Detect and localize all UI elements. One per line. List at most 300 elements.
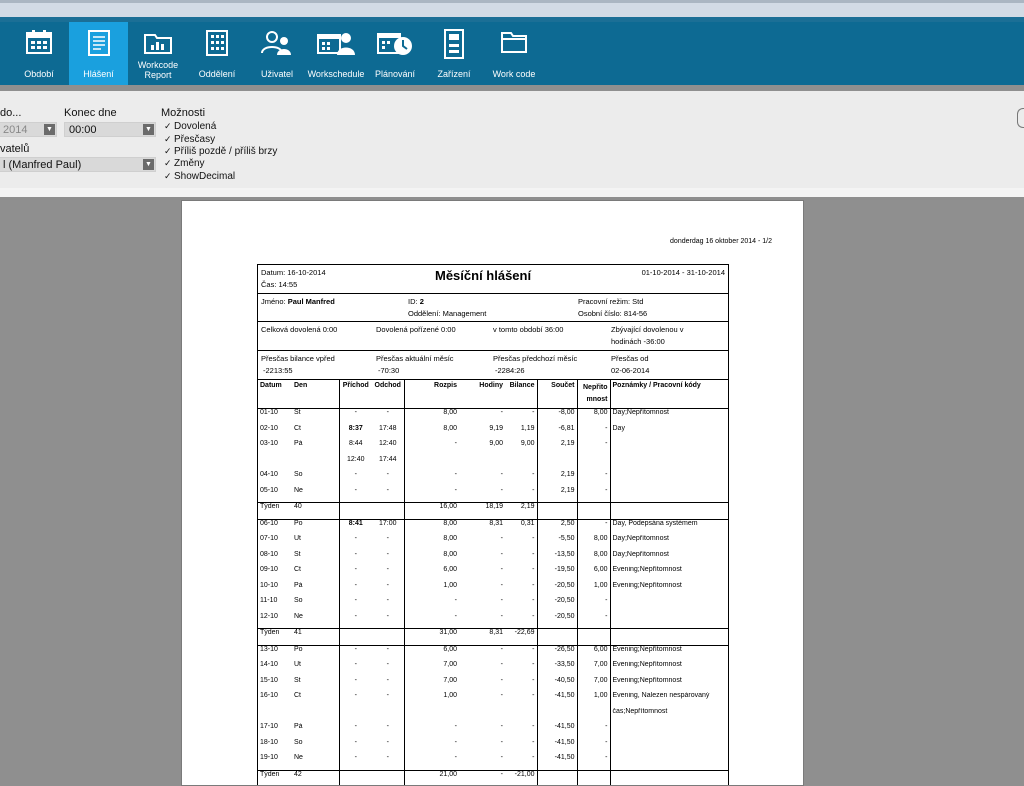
table-cell: - bbox=[500, 692, 503, 699]
table-row bbox=[258, 551, 728, 567]
table-cell: - bbox=[372, 487, 404, 503]
nav-oddeleni[interactable] bbox=[188, 22, 246, 85]
table-cell: 03-10 bbox=[260, 440, 278, 447]
table-cell: - bbox=[372, 535, 404, 551]
table-cell: - bbox=[354, 754, 357, 761]
table-cell bbox=[577, 708, 610, 724]
table-cell: 09-10 bbox=[260, 566, 278, 573]
table-cell: - bbox=[500, 566, 503, 573]
table-cell: 07-10 bbox=[260, 535, 278, 542]
table-cell bbox=[292, 456, 339, 472]
table-cell: 6,00 bbox=[577, 566, 610, 582]
table-cell: 8,00 bbox=[443, 519, 457, 527]
table-cell bbox=[537, 503, 577, 520]
table-cell: - bbox=[505, 535, 537, 551]
table-cell: 13-10 bbox=[260, 645, 278, 653]
table-cell: Týden bbox=[258, 629, 292, 646]
table-cell: St bbox=[292, 409, 339, 425]
table-cell: 04-10 bbox=[260, 471, 278, 478]
table-cell: 6,00 bbox=[577, 645, 610, 661]
planning-icon bbox=[376, 29, 414, 57]
nav-workschedule[interactable] bbox=[307, 22, 365, 85]
table-row bbox=[258, 440, 728, 456]
table-cell bbox=[577, 456, 610, 472]
device-icon bbox=[443, 29, 465, 59]
report-options-panel bbox=[0, 91, 1024, 188]
overtime-current: -70:30 bbox=[378, 366, 400, 375]
table-cell: - bbox=[505, 692, 537, 708]
table-cell: - bbox=[505, 613, 537, 629]
start-label: do... bbox=[0, 107, 22, 119]
table-cell: Po bbox=[292, 519, 339, 535]
table-cell: 7,00 bbox=[443, 676, 457, 684]
table-cell: - bbox=[354, 676, 357, 684]
table-cell: - bbox=[454, 738, 457, 746]
table-row bbox=[258, 597, 728, 613]
table-cell: - bbox=[354, 645, 357, 653]
table-cell: - bbox=[372, 754, 404, 770]
table-cell: -26,50 bbox=[537, 645, 577, 661]
employee-id: ID: 2 bbox=[408, 297, 424, 306]
table-row bbox=[258, 613, 728, 629]
table-row bbox=[258, 645, 728, 661]
table-cell: - bbox=[500, 597, 503, 604]
table-cell: - bbox=[372, 597, 404, 613]
nav-hlaseni[interactable] bbox=[69, 22, 128, 85]
table-cell: Day;Nepřítomnost bbox=[612, 409, 669, 416]
table-cell: - bbox=[577, 471, 610, 487]
table-cell: Day bbox=[612, 424, 625, 432]
table-cell bbox=[610, 487, 728, 503]
table-cell: - bbox=[372, 471, 404, 487]
table-cell: - bbox=[372, 677, 404, 693]
overtime-current-label: Přesčas aktuální měsíc bbox=[376, 354, 454, 363]
table-cell: 2,50 bbox=[537, 519, 577, 535]
nav-planovani[interactable] bbox=[366, 22, 424, 85]
table-cell: Čt bbox=[292, 692, 339, 708]
table-cell bbox=[459, 708, 505, 724]
table-cell: - bbox=[372, 613, 404, 629]
table-cell: - bbox=[500, 409, 503, 416]
table-cell: 8,00 bbox=[443, 409, 457, 416]
table-row bbox=[258, 661, 728, 677]
table-cell: - bbox=[372, 582, 404, 598]
table-cell bbox=[577, 770, 610, 786]
nav-label: Plánování bbox=[374, 69, 416, 79]
table-cell: Pá bbox=[292, 440, 339, 456]
table-cell: - bbox=[500, 754, 503, 761]
table-cell: - bbox=[500, 645, 503, 653]
table-cell: -13,50 bbox=[537, 551, 577, 567]
table-cell: 8:44 bbox=[348, 440, 363, 447]
table-cell: 42 bbox=[292, 770, 339, 786]
table-cell: 9,19 bbox=[489, 424, 503, 432]
table-cell: 12-10 bbox=[260, 612, 278, 620]
overtime-balance-label: Přesčas bilance vpřed bbox=[261, 354, 335, 363]
table-cell: - bbox=[372, 409, 404, 425]
week-summary-row bbox=[258, 629, 728, 646]
nav-label: Workschedule bbox=[307, 69, 365, 79]
table-cell: - bbox=[454, 612, 457, 620]
table-cell: - bbox=[372, 551, 404, 567]
table-row bbox=[258, 409, 728, 425]
table-cell bbox=[610, 739, 728, 755]
col-header: Odchod bbox=[372, 380, 404, 409]
table-cell: 31,00 bbox=[404, 629, 459, 646]
nav-obdobi[interactable] bbox=[10, 22, 68, 85]
table-cell: - bbox=[577, 739, 610, 755]
table-cell: -20,50 bbox=[537, 582, 577, 598]
calendar-icon bbox=[25, 29, 53, 55]
table-cell: 12:40 bbox=[346, 455, 365, 463]
table-cell: 0,31 bbox=[505, 519, 537, 535]
table-cell bbox=[537, 708, 577, 724]
nav-label: Zařízení bbox=[437, 69, 471, 79]
table-cell: Čt bbox=[292, 566, 339, 582]
table-cell: - bbox=[354, 471, 357, 478]
table-cell: Po bbox=[292, 645, 339, 661]
table-cell: - bbox=[577, 440, 610, 456]
options-label: Možnosti bbox=[161, 107, 206, 119]
table-cell: Čt bbox=[292, 425, 339, 441]
table-cell: - bbox=[500, 535, 503, 542]
option-prescasy[interactable]: ✓ Přesčasy bbox=[164, 134, 216, 145]
table-cell: 8,00 bbox=[577, 535, 610, 551]
table-cell bbox=[577, 503, 610, 520]
col-header: Součet bbox=[537, 380, 577, 409]
table-cell: 17-10 bbox=[260, 723, 278, 730]
total-vacation: Celková dovolená 0:00 bbox=[261, 325, 338, 334]
table-cell: Ne bbox=[292, 754, 339, 770]
nav-uzivatel[interactable] bbox=[248, 22, 306, 85]
employee-info bbox=[258, 294, 728, 322]
table-cell bbox=[537, 629, 577, 646]
table-cell: Ne bbox=[292, 487, 339, 503]
checkmark-icon: ✓ bbox=[164, 146, 172, 156]
table-cell: Evening, Nalezen nespárovaný bbox=[612, 692, 710, 699]
week-summary-row bbox=[258, 770, 728, 786]
table-cell: 16,00 bbox=[404, 503, 459, 520]
personal-number: Osobní číslo: 814-56 bbox=[578, 309, 648, 318]
table-row bbox=[258, 471, 728, 487]
table-cell bbox=[292, 708, 339, 724]
checkmark-icon: ✓ bbox=[164, 134, 172, 144]
table-cell: 17:44 bbox=[372, 456, 404, 472]
table-cell: - bbox=[577, 723, 610, 739]
week-summary-row bbox=[258, 503, 728, 520]
vacation-info bbox=[258, 322, 728, 351]
table-cell bbox=[372, 770, 404, 786]
table-cell: - bbox=[505, 677, 537, 693]
table-cell: Út bbox=[292, 661, 339, 677]
overtime-since-label: Přesčas od bbox=[611, 354, 649, 363]
table-cell: 8,00 bbox=[443, 424, 457, 432]
table-cell bbox=[610, 456, 728, 472]
table-cell: 8,00 bbox=[443, 535, 457, 542]
table-cell: -20,50 bbox=[537, 597, 577, 613]
table-cell: - bbox=[505, 551, 537, 567]
table-cell: Evening;Nepřítomnost bbox=[612, 581, 682, 589]
table-cell: 9,00 bbox=[505, 440, 537, 456]
chevron-down-icon: ▼ bbox=[44, 124, 55, 135]
table-cell: - bbox=[354, 566, 357, 573]
checkmark-icon: ✓ bbox=[164, 158, 172, 168]
table-cell: - bbox=[354, 738, 357, 746]
table-cell: 12:40 bbox=[372, 440, 404, 456]
overtime-previous: -2284:26 bbox=[495, 366, 525, 375]
table-cell: - bbox=[454, 723, 457, 730]
table-cell: - bbox=[372, 566, 404, 582]
table-cell bbox=[537, 456, 577, 472]
table-cell: Evening;Nepřítomnost bbox=[612, 566, 682, 573]
table-cell: Út bbox=[292, 535, 339, 551]
table-cell: 1,00 bbox=[577, 692, 610, 708]
table-cell bbox=[404, 456, 459, 472]
table-cell: Pá bbox=[292, 723, 339, 739]
main-toolbar bbox=[0, 22, 1024, 85]
table-cell: 05-10 bbox=[260, 486, 278, 494]
table-cell: 40 bbox=[292, 503, 339, 520]
checkmark-icon: ✓ bbox=[164, 121, 172, 131]
page-stamp: donderdag 16 oktober 2014 - 1/2 bbox=[670, 238, 772, 245]
option-showdecimal[interactable]: ✓ ShowDecimal bbox=[164, 171, 236, 182]
nav-label: Uživatel bbox=[260, 69, 293, 79]
option-zmeny[interactable]: ✓ Změny bbox=[164, 158, 205, 169]
table-header bbox=[258, 380, 728, 409]
table-row bbox=[258, 708, 728, 724]
table-cell: - bbox=[354, 486, 357, 494]
table-row bbox=[258, 487, 728, 503]
table-cell: -8,00 bbox=[537, 409, 577, 425]
table-cell: -33,50 bbox=[537, 661, 577, 677]
table-cell: 8,00 bbox=[443, 550, 457, 558]
col-header: Hodiny bbox=[459, 380, 505, 409]
table-cell bbox=[610, 723, 728, 739]
user-select[interactable]: l (Manfred Paul) ▼ bbox=[0, 157, 156, 172]
table-cell: -20,50 bbox=[537, 613, 577, 629]
report-period: 01-10-2014 - 31-10-2014 bbox=[641, 268, 725, 277]
table-cell: - bbox=[500, 676, 503, 684]
table-cell: - bbox=[505, 409, 537, 425]
table-cell: St bbox=[292, 551, 339, 567]
checkmark-icon: ✓ bbox=[164, 171, 172, 181]
table-cell: - bbox=[505, 739, 537, 755]
table-cell: - bbox=[372, 723, 404, 739]
table-cell: 11-10 bbox=[260, 597, 278, 604]
end-label: Konec dne bbox=[64, 107, 117, 119]
start-date-select[interactable]: 2014 ▼ bbox=[0, 122, 57, 137]
table-cell: 17:00 bbox=[372, 519, 404, 535]
overtime-previous-label: Přesčas předchozí měsíc bbox=[493, 354, 578, 363]
table-cell: - bbox=[354, 612, 357, 620]
table-cell: Ne bbox=[292, 613, 339, 629]
chevron-down-icon: ▼ bbox=[143, 159, 154, 170]
table-cell: - bbox=[500, 581, 503, 589]
col-header: Nepřito mnost bbox=[577, 380, 610, 409]
table-cell bbox=[537, 770, 577, 786]
report-header bbox=[258, 265, 728, 294]
table-cell: - bbox=[505, 471, 537, 487]
option-dovolena[interactable]: ✓ Dovolená bbox=[164, 121, 217, 132]
table-cell: 16-10 bbox=[260, 692, 278, 699]
table-cell: - bbox=[372, 661, 404, 677]
table-row bbox=[258, 739, 728, 755]
overtime-info bbox=[258, 351, 728, 380]
table-cell bbox=[339, 708, 372, 724]
table-cell: 1,00 bbox=[443, 581, 457, 589]
table-cell: 8:41 bbox=[348, 519, 363, 527]
users-label: vatelů bbox=[0, 143, 30, 155]
table-cell bbox=[610, 629, 728, 646]
table-cell: 6,00 bbox=[443, 645, 457, 653]
option-pozde-brzy[interactable]: ✓ Příliš pozdě / příliš brzy bbox=[164, 146, 278, 157]
table-row bbox=[258, 582, 728, 598]
table-cell: - bbox=[354, 723, 357, 730]
divider bbox=[0, 188, 1024, 197]
workcode-report-icon bbox=[143, 29, 173, 55]
table-cell: 8,00 bbox=[577, 409, 610, 425]
table-cell: - bbox=[372, 739, 404, 755]
table-cell bbox=[610, 754, 728, 770]
chevron-down-icon: ▼ bbox=[143, 124, 154, 135]
table-cell bbox=[459, 456, 505, 472]
table-cell: 1,00 bbox=[577, 582, 610, 598]
table-row bbox=[258, 456, 728, 472]
table-cell: - bbox=[354, 581, 357, 589]
table-cell: -41,50 bbox=[537, 739, 577, 755]
table-cell: 08-10 bbox=[260, 550, 278, 558]
table-cell: -22,69 bbox=[505, 629, 537, 646]
table-cell: - bbox=[505, 754, 537, 770]
work-regime: Pracovní režim: Std bbox=[578, 297, 644, 306]
table-cell: 8:37 bbox=[348, 424, 363, 432]
nav-label: Workcode Report bbox=[137, 60, 179, 80]
table-cell bbox=[372, 503, 404, 520]
table-cell: 21,00 bbox=[404, 770, 459, 786]
nav-label: Work code bbox=[492, 69, 536, 79]
table-cell: - bbox=[372, 645, 404, 661]
table-cell: -5,50 bbox=[537, 535, 577, 551]
table-cell: 01-10 bbox=[260, 409, 278, 416]
table-cell: Evening;Nepřítomnost bbox=[612, 661, 682, 668]
table-row bbox=[258, 677, 728, 693]
table-cell: - bbox=[354, 692, 357, 699]
table-cell: Pá bbox=[292, 582, 339, 598]
col-header: Bilance bbox=[505, 380, 537, 409]
table-cell: - bbox=[505, 566, 537, 582]
vacation-period: v tomto období 36:00 bbox=[493, 325, 564, 334]
attendance-table bbox=[258, 380, 728, 786]
table-cell: - bbox=[577, 487, 610, 503]
table-cell: - bbox=[500, 738, 503, 746]
table-cell: 18,19 bbox=[459, 503, 505, 520]
table-cell: - bbox=[500, 486, 503, 494]
table-cell: - bbox=[354, 409, 357, 416]
col-header: Příchod bbox=[339, 380, 372, 409]
table-cell bbox=[258, 708, 292, 724]
monthly-report bbox=[257, 264, 729, 786]
report-icon bbox=[86, 29, 112, 57]
remaining-vacation-hours: hodinách -36:00 bbox=[611, 337, 665, 346]
table-cell bbox=[505, 708, 537, 724]
col-header: Rozpis bbox=[404, 380, 459, 409]
report-date: Datum: 16-10-2014 bbox=[261, 268, 326, 277]
table-cell: 10-10 bbox=[260, 581, 278, 589]
table-cell: - bbox=[500, 612, 503, 620]
table-cell: - bbox=[500, 471, 503, 478]
table-cell: - bbox=[454, 754, 457, 761]
table-cell: 1,19 bbox=[505, 425, 537, 441]
table-cell: - bbox=[505, 661, 537, 677]
nav-label: Období bbox=[24, 69, 54, 79]
table-cell: Day, Podepsána systémem bbox=[612, 519, 698, 527]
table-cell: 14-10 bbox=[260, 661, 278, 668]
nav-work-code[interactable] bbox=[485, 22, 543, 85]
nav-zarizeni[interactable] bbox=[425, 22, 483, 85]
table-row bbox=[258, 566, 728, 582]
table-cell: - bbox=[454, 597, 457, 604]
table-cell: 6,00 bbox=[443, 566, 457, 573]
report-title: Měsíční hlášení bbox=[435, 268, 532, 283]
table-cell: So bbox=[292, 739, 339, 755]
table-cell: Day;Nepřítomnost bbox=[612, 550, 669, 558]
table-cell: - bbox=[454, 486, 457, 494]
table-cell: 19-10 bbox=[260, 754, 278, 761]
table-cell bbox=[610, 503, 728, 520]
table-cell: Evening;Nepřítomnost bbox=[612, 645, 682, 653]
table-cell: - bbox=[577, 425, 610, 441]
table-cell: 9,00 bbox=[489, 440, 503, 447]
table-cell: 8,31 bbox=[459, 629, 505, 646]
table-cell: - bbox=[577, 519, 610, 535]
table-cell: 7,00 bbox=[577, 661, 610, 677]
col-header: Poznámky / Pracovní kódy bbox=[610, 380, 728, 409]
table-cell: - bbox=[372, 692, 404, 708]
table-cell: Day;Nepřítomnost bbox=[612, 535, 669, 542]
table-cell: -21,00 bbox=[505, 770, 537, 786]
table-cell bbox=[610, 613, 728, 629]
nav-workcode-report[interactable] bbox=[129, 22, 187, 85]
report-page bbox=[181, 200, 804, 786]
table-cell: - bbox=[505, 597, 537, 613]
table-cell: - bbox=[354, 597, 357, 604]
remaining-vacation: Zbývající dovolenou v bbox=[611, 325, 684, 334]
table-cell: 41 bbox=[292, 629, 339, 646]
table-cell bbox=[610, 440, 728, 456]
overtime-since: 02-06-2014 bbox=[611, 366, 650, 375]
vacation-taken: Dovolená pořízené 0:00 bbox=[376, 325, 456, 334]
table-row bbox=[258, 519, 728, 535]
table-cell bbox=[258, 456, 292, 472]
table-cell: - bbox=[354, 661, 357, 668]
table-cell bbox=[610, 471, 728, 487]
side-handle[interactable] bbox=[1017, 108, 1024, 128]
table-cell bbox=[404, 708, 459, 724]
table-cell: -41,50 bbox=[537, 723, 577, 739]
table-cell: - bbox=[505, 645, 537, 661]
table-cell: 2,19 bbox=[537, 487, 577, 503]
end-time-select[interactable]: 00:00 ▼ bbox=[64, 122, 156, 137]
table-cell: 15-10 bbox=[260, 676, 278, 684]
table-cell: - bbox=[459, 770, 505, 786]
table-cell: - bbox=[500, 661, 503, 668]
table-cell: -40,50 bbox=[537, 677, 577, 693]
table-cell: So bbox=[292, 471, 339, 487]
table-cell bbox=[372, 708, 404, 724]
table-cell bbox=[610, 597, 728, 613]
table-cell: 02-10 bbox=[260, 424, 278, 432]
table-cell: - bbox=[354, 550, 357, 558]
